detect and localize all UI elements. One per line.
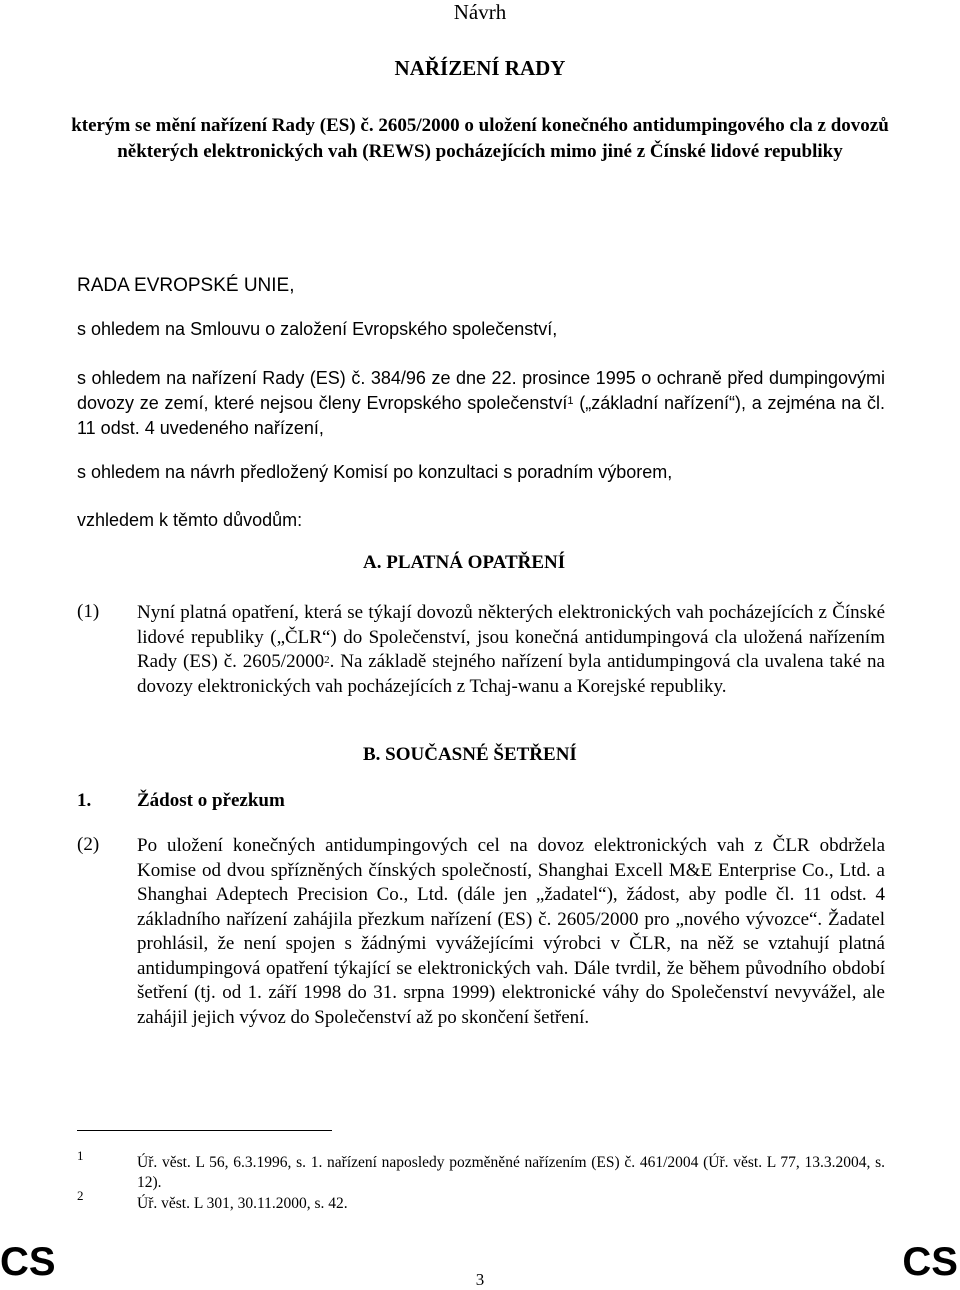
section-a-heading: A. PLATNÁ OPATŘENÍ <box>363 552 566 573</box>
regulation-subject: kterým se mění nařízení Rady (ES) č. 2605/2000 o uložení konečného antidumpingového cla z dovozů některých elektronických vah (REWS) pocházejících mimo jiné z Čínské lidové republiky <box>71 115 889 162</box>
footer-language-right: CS <box>902 1240 958 1284</box>
footnote-2-text: Úř. věst. L 301, 30.11.2000, s. 42. <box>137 1195 348 1212</box>
section-b-heading: B. SOUČASNÉ ŠETŘENÍ <box>363 744 577 765</box>
footnote-separator <box>77 1130 332 1131</box>
footnote-ref-2: 2 <box>324 654 330 666</box>
recital-basic-regulation-text-cont: („základní nařízení“), a zejména na čl. 11 odst. 4 uvedeného nařízení, <box>77 393 885 438</box>
paragraph-1-text: Nyní platná opatření, která se týkají dovozů některých elektronických vah pocházejících z Čínské lidové republiky („ČLR“) do Společenství, jsou konečná antidumpingová cla uložená nařízením Rady (ES) č. 2605/2000 <box>137 602 885 672</box>
recital-whereas: vzhledem k těmto důvodům: <box>77 510 303 530</box>
footnote-1-number: 1 <box>77 1148 84 1163</box>
footnote-2-number: 2 <box>77 1188 84 1203</box>
recital-basic-regulation-text: s ohledem na nařízení Rady (ES) č. 384/96 ze dne 22. prosince 1995 o ochraně před dumpingovými dovozy ze zemí, které nejsou členy Evropského společenství <box>77 368 885 413</box>
footnote-1-text: Úř. věst. L 56, 6.3.1996, s. 1. nařízení naposledy pozměněné nařízením (ES) č. 461/2004 (Úř. věst. L 77, 13.3.2004, s. 12). <box>137 1154 885 1191</box>
council-heading: RADA EVROPSKÉ UNIE, <box>77 275 295 296</box>
paragraph-1-number: (1) <box>77 601 100 622</box>
subsection-1-number: 1. <box>77 790 92 811</box>
regulation-title: NAŘÍZENÍ RADY <box>394 56 566 80</box>
recital-treaty: s ohledem na Smlouvu o založení Evropského společenství, <box>77 319 558 339</box>
footnote-ref-1: 1 <box>567 395 574 407</box>
recital-proposal: s ohledem na návrh předložený Komisí po konzultaci s poradním výborem, <box>77 462 673 482</box>
subsection-1-title: Žádost o přezkum <box>137 790 285 811</box>
paragraph-2: Po uložení konečných antidumpingových cel na dovoz elektronických vah z ČLR obdržela Komise od dvou spřízněných čínských společností, Shanghai Excell M&E Enterprise Co., Ltd. a Shanghai Adeptech Precision Co., Ltd. (dále jen „žadatel“), žádost, aby podle čl. 11 odst. 4 základního nařízení zahájila přezkum nařízení (ES) č. 2605/2000 pro „nového vývozce“. Žadatel prohlásil, že není spojen s žádnými vyvážejícími výrobci v ČLR, na něž se vztahují platná antidumpingová opatření týkající se elektronických vah. Dále tvrdil, že během původního období šetření (tj. od 1. září 1998 do 31. srpna 1999) elektronické váhy do Společenství nevyvážel, ale zahájil jejich vývoz do Společenství až po skončení šetření. <box>137 835 885 1028</box>
draft-label: Návrh <box>453 0 507 24</box>
page-number: 3 <box>475 1270 485 1289</box>
paragraph-1 <box>137 601 885 699</box>
paragraph-1-text-cont: . Na základě stejného nařízení byla antidumpingová cla uvalena také na dovozy elektronických vah pocházejících z Tchaj-wanu a Korejské republiky. <box>137 651 885 697</box>
recital-basic-regulation <box>77 366 885 441</box>
footer-language-left: CS <box>0 1240 56 1284</box>
paragraph-2-number: (2) <box>77 834 100 855</box>
